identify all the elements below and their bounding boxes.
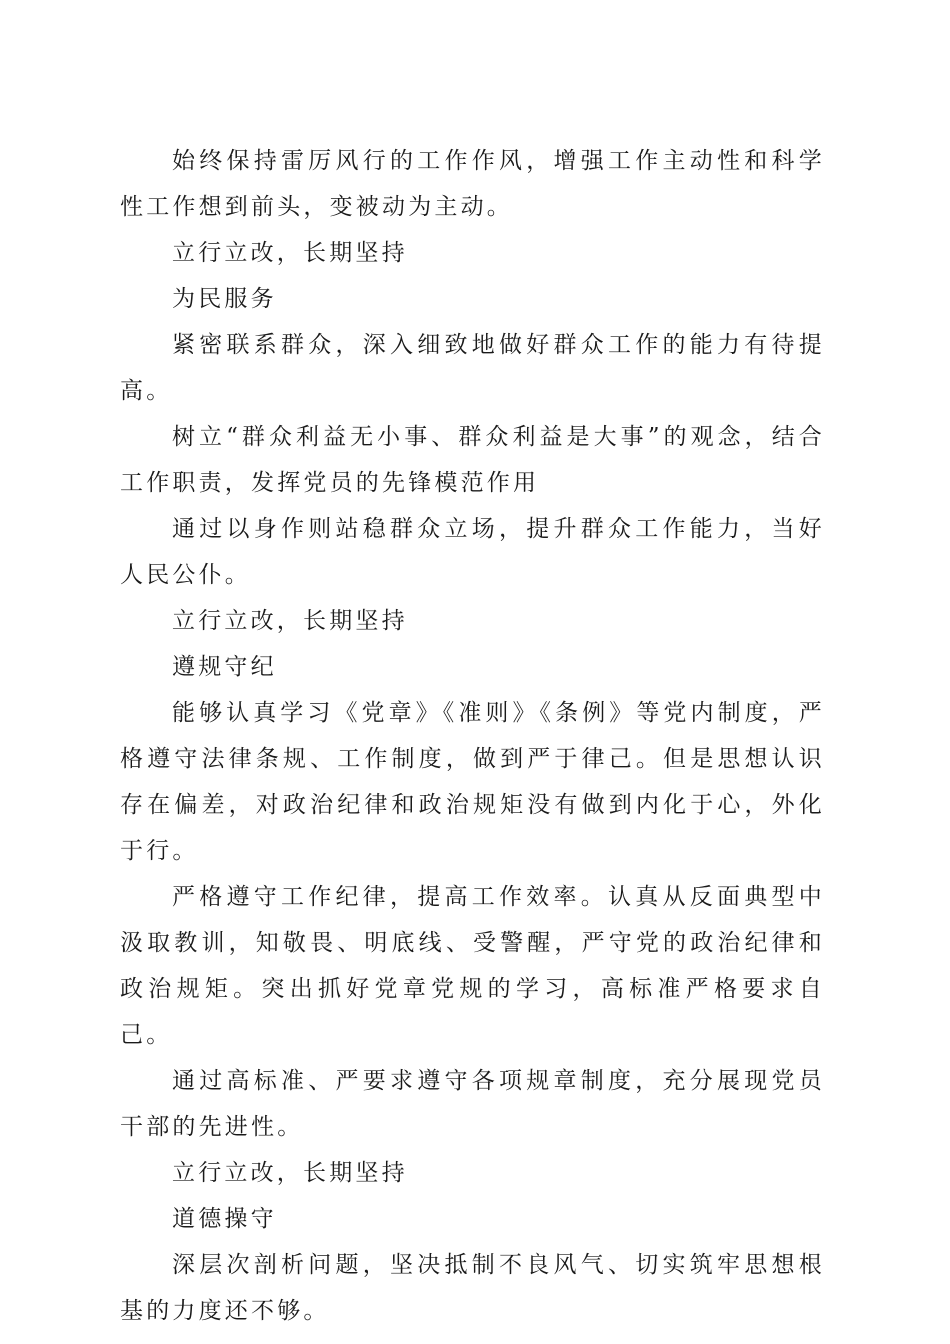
document-body [120,138,825,1334]
paragraph-public-servant: 通过以身作则站稳群众立场，提升群众工作能力，当好人民公仆。 [120,516,825,588]
section-heading-serve-people: 为民服务 [172,286,277,312]
paragraph-rectify-3: 立行立改，长期坚持 [172,1160,408,1186]
paragraph-high-standards: 通过高标准、严要求遵守各项规章制度，充分展现党员干部的先进性。 [120,1068,825,1140]
paragraph-strict-discipline: 严格遵守工作纪律，提高工作效率。认真从反面典型中汲取教训，知敬畏、明底线、受警醒，严守党的政治纪律和政治规矩。突出抓好党章党规的学习，高标准严格要求自己。 [120,884,825,1048]
paragraph-rectify-1: 立行立改，长期坚持 [172,240,408,266]
section-heading-discipline: 遵规守纪 [172,654,277,680]
paragraph-deep-analysis: 深层次剖析问题，坚决抵制不良风气、切实筑牢思想根基的力度还不够。 [120,1252,825,1324]
paragraph-study-rules: 能够认真学习《党章》《准则》《条例》等党内制度，严格遵守法律条规、工作制度，做到严于律己。但是思想认识存在偏差，对政治纪律和政治规矩没有做到内化于心，外化于行。 [120,700,825,864]
paragraph-mass-interest: 树立“群众利益无小事、群众利益是大事”的观念，结合工作职责，发挥党员的先锋模范作用 [120,424,825,496]
paragraph-mass-contact: 紧密联系群众，深入细致地做好群众工作的能力有待提高。 [120,332,825,404]
paragraph-rectify-2: 立行立改，长期坚持 [172,608,408,634]
section-heading-morality: 道德操守 [172,1206,277,1232]
paragraph-work-style: 始终保持雷厉风行的工作作风，增强工作主动性和科学性工作想到前头，变被动为主动。 [120,148,825,220]
